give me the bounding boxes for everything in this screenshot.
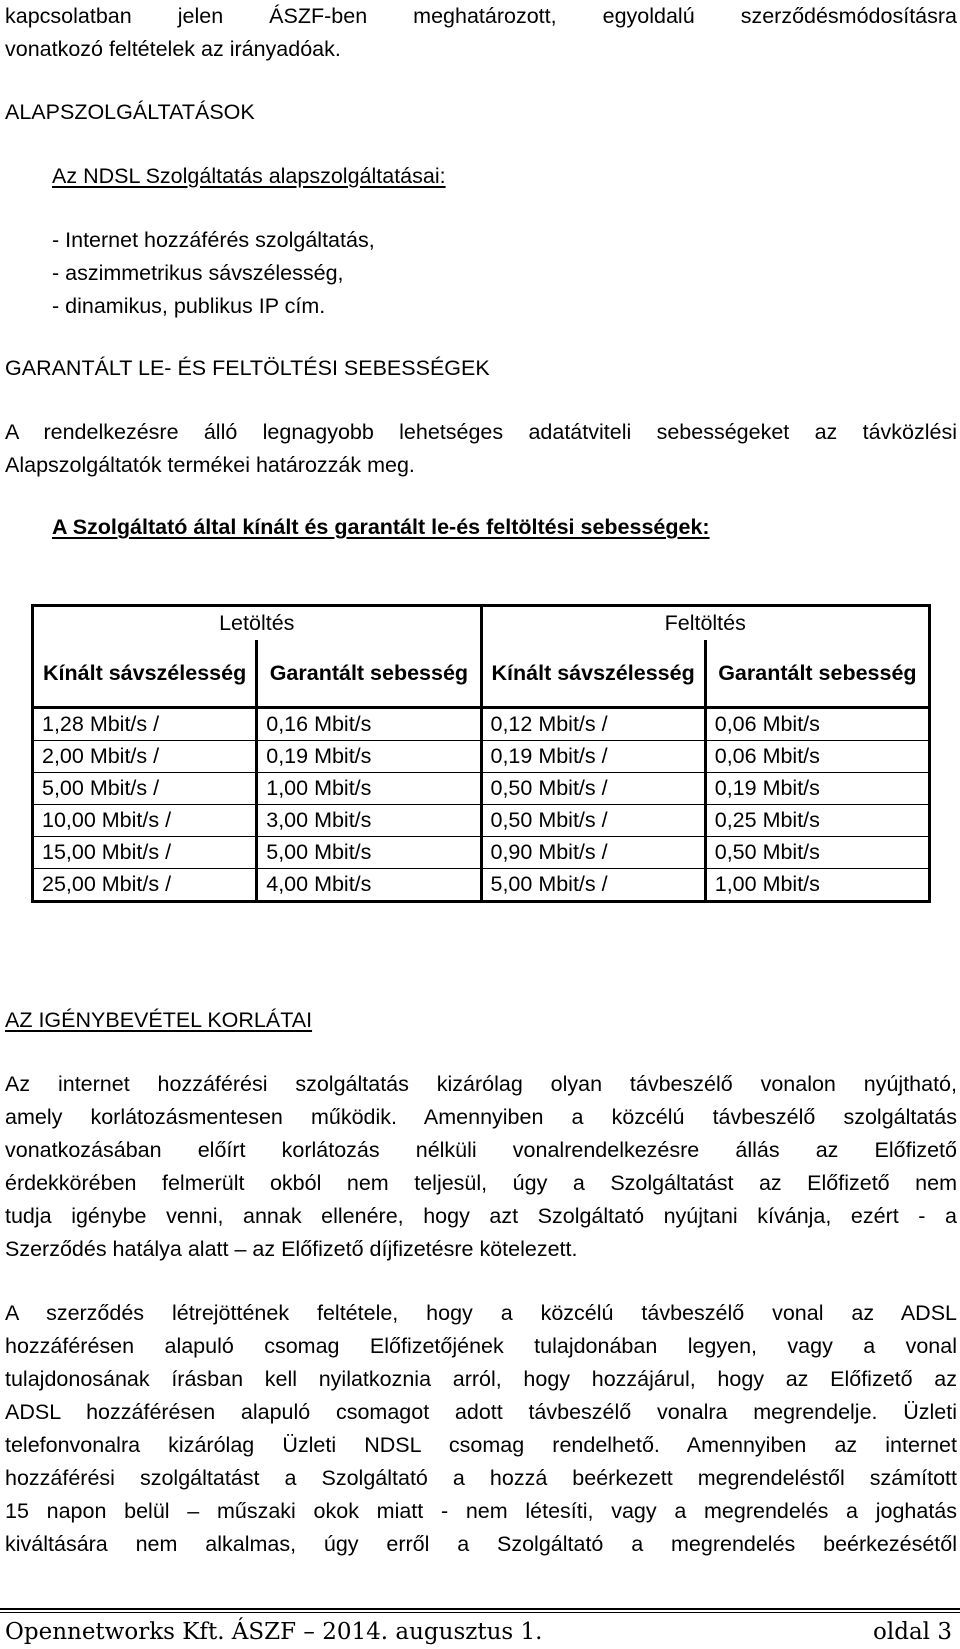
upload-guaranteed-header: Garantált sebesség <box>705 640 929 708</box>
download-header: Letöltés <box>33 606 482 641</box>
footer-divider <box>0 1612 960 1613</box>
limits-para1-line: amely korlátozásmentesen működik. Amennyiben a közcélú távbeszélő szolgáltatás <box>5 1105 957 1129</box>
intro-line-1: kapcsolatban jelen ÁSZF-ben meghatározott, egyoldalú szerződésmódosításra <box>5 4 957 28</box>
intro-line-2: vonatkozó feltételek az irányadóak. <box>5 37 341 61</box>
limits-para2-line: hozzáférési szolgáltatást a Szolgáltató a hozzá beérkezett megrendeléstől számított <box>5 1466 957 1490</box>
limits-para2-line: ADSL hozzáférésen alapuló csomagot adott távbeszélő vonalra megrendelje. Üzleti <box>5 1400 957 1424</box>
download-guaranteed-header: Garantált sebesség <box>257 640 481 708</box>
limits-para2-line: tulajdonosának írásban kell nyilatkoznia arról, hogy hozzájárul, hogy az Előfizető az <box>5 1367 957 1391</box>
upload-header: Feltöltés <box>481 606 930 641</box>
table-cell: 0,50 Mbit/s <box>705 837 929 869</box>
speeds-table-title: A Szolgáltató által kínált és garantált le-és feltöltési sebességek: <box>52 515 710 539</box>
basic-subheading: Az NDSL Szolgáltatás alapszolgáltatásai: <box>52 164 446 188</box>
table-cell: 5,00 Mbit/s <box>257 837 481 869</box>
table-cell: 0,16 Mbit/s <box>257 708 481 741</box>
speeds-para-line-1: A rendelkezésre álló legnagyobb lehetséges adatátviteli sebességeket az távközlési <box>5 420 957 444</box>
limits-para1-line: Szerződés hatálya alatt – az Előfizető díjfizetésre kötelezett. <box>5 1237 578 1261</box>
table-cell: 0,19 Mbit/s / <box>481 741 705 773</box>
basic-item-3: - dinamikus, publikus IP cím. <box>52 294 326 318</box>
table-cell: 15,00 Mbit/s / <box>33 837 257 869</box>
limits-para1-line: Az internet hozzáférési szolgáltatás kizárólag olyan távbeszélő vonalon nyújtható, <box>5 1072 957 1096</box>
limits-para1-line: érdekkörében felmerült okból nem teljesül, úgy a Szolgáltatást az Előfizető nem <box>5 1171 957 1195</box>
table-cell: 25,00 Mbit/s / <box>33 869 257 902</box>
limits-para2-line: kiváltására nem alkalmas, úgy erről a Szolgáltató a megrendelés beérkezésétől <box>5 1532 957 1556</box>
table-cell: 1,00 Mbit/s <box>257 773 481 805</box>
footer-page-number: oldal 3 <box>873 1619 952 1645</box>
table-cell: 0,50 Mbit/s / <box>481 773 705 805</box>
table-row <box>33 837 930 869</box>
table-cell: 0,19 Mbit/s <box>257 741 481 773</box>
footer-title: Opennetworks Kft. ÁSZF – 2014. augusztus 1. <box>5 1619 543 1645</box>
speed-table <box>31 604 931 903</box>
table-cell: 1,00 Mbit/s <box>705 869 929 902</box>
table-cell: 0,06 Mbit/s <box>705 741 929 773</box>
table-cell: 4,00 Mbit/s <box>257 869 481 902</box>
table-cell: 10,00 Mbit/s / <box>33 805 257 837</box>
table-cell: 5,00 Mbit/s / <box>33 773 257 805</box>
table-cell: 3,00 Mbit/s <box>257 805 481 837</box>
limits-para2-line: hozzáférésen alapuló csomag Előfizetőjének tulajdonában legyen, vagy a vonal <box>5 1334 957 1358</box>
table-cell: 1,28 Mbit/s / <box>33 708 257 741</box>
basic-item-1: - Internet hozzáférés szolgáltatás, <box>52 228 375 252</box>
table-cell: 0,19 Mbit/s <box>705 773 929 805</box>
limits-para1-line: vonatkozásában előírt korlátozás nélküli vonalrendelkezésre állás az Előfizető <box>5 1138 957 1162</box>
table-row <box>33 869 930 902</box>
speeds-para-line-2: Alapszolgáltatók termékei határozzák meg. <box>5 453 415 477</box>
limits-para1-line: tudja igénybe venni, annak ellenére, hogy azt Szolgáltató nyújtani kívánja, ezért - a <box>5 1204 957 1228</box>
table-cell: 5,00 Mbit/s / <box>481 869 705 902</box>
limits-para2-line: A szerződés létrejöttének feltétele, hogy a közcélú távbeszélő vonal az ADSL <box>5 1301 957 1325</box>
download-offered-header: Kínált sávszélesség <box>33 640 257 708</box>
upload-offered-header: Kínált sávszélesség <box>481 640 705 708</box>
basic-item-2: - aszimmetrikus sávszélesség, <box>52 261 344 285</box>
limits-para2-line: telefonvonalra kizárólag Üzleti NDSL csomag rendelhető. Amennyiben az internet <box>5 1433 957 1457</box>
table-row <box>33 805 930 837</box>
table-cell: 2,00 Mbit/s / <box>33 741 257 773</box>
table-row <box>33 773 930 805</box>
footer-divider <box>0 1608 960 1610</box>
table-cell: 0,12 Mbit/s / <box>481 708 705 741</box>
table-row <box>33 741 930 773</box>
section-heading-speeds: GARANTÁLT LE- ÉS FELTÖLTÉSI SEBESSÉGEK <box>5 356 490 380</box>
table-cell: 0,90 Mbit/s / <box>481 837 705 869</box>
section-heading-basic: ALAPSZOLGÁLTATÁSOK <box>5 100 255 124</box>
section-heading-limits: AZ IGÉNYBEVÉTEL KORLÁTAI <box>5 1008 313 1032</box>
table-cell: 0,50 Mbit/s / <box>481 805 705 837</box>
table-row <box>33 708 930 741</box>
table-cell: 0,06 Mbit/s <box>705 708 929 741</box>
limits-para2-line: 15 napon belül – műszaki okok miatt - nem létesíti, vagy a megrendelés a joghatás <box>5 1499 957 1523</box>
table-cell: 0,25 Mbit/s <box>705 805 929 837</box>
